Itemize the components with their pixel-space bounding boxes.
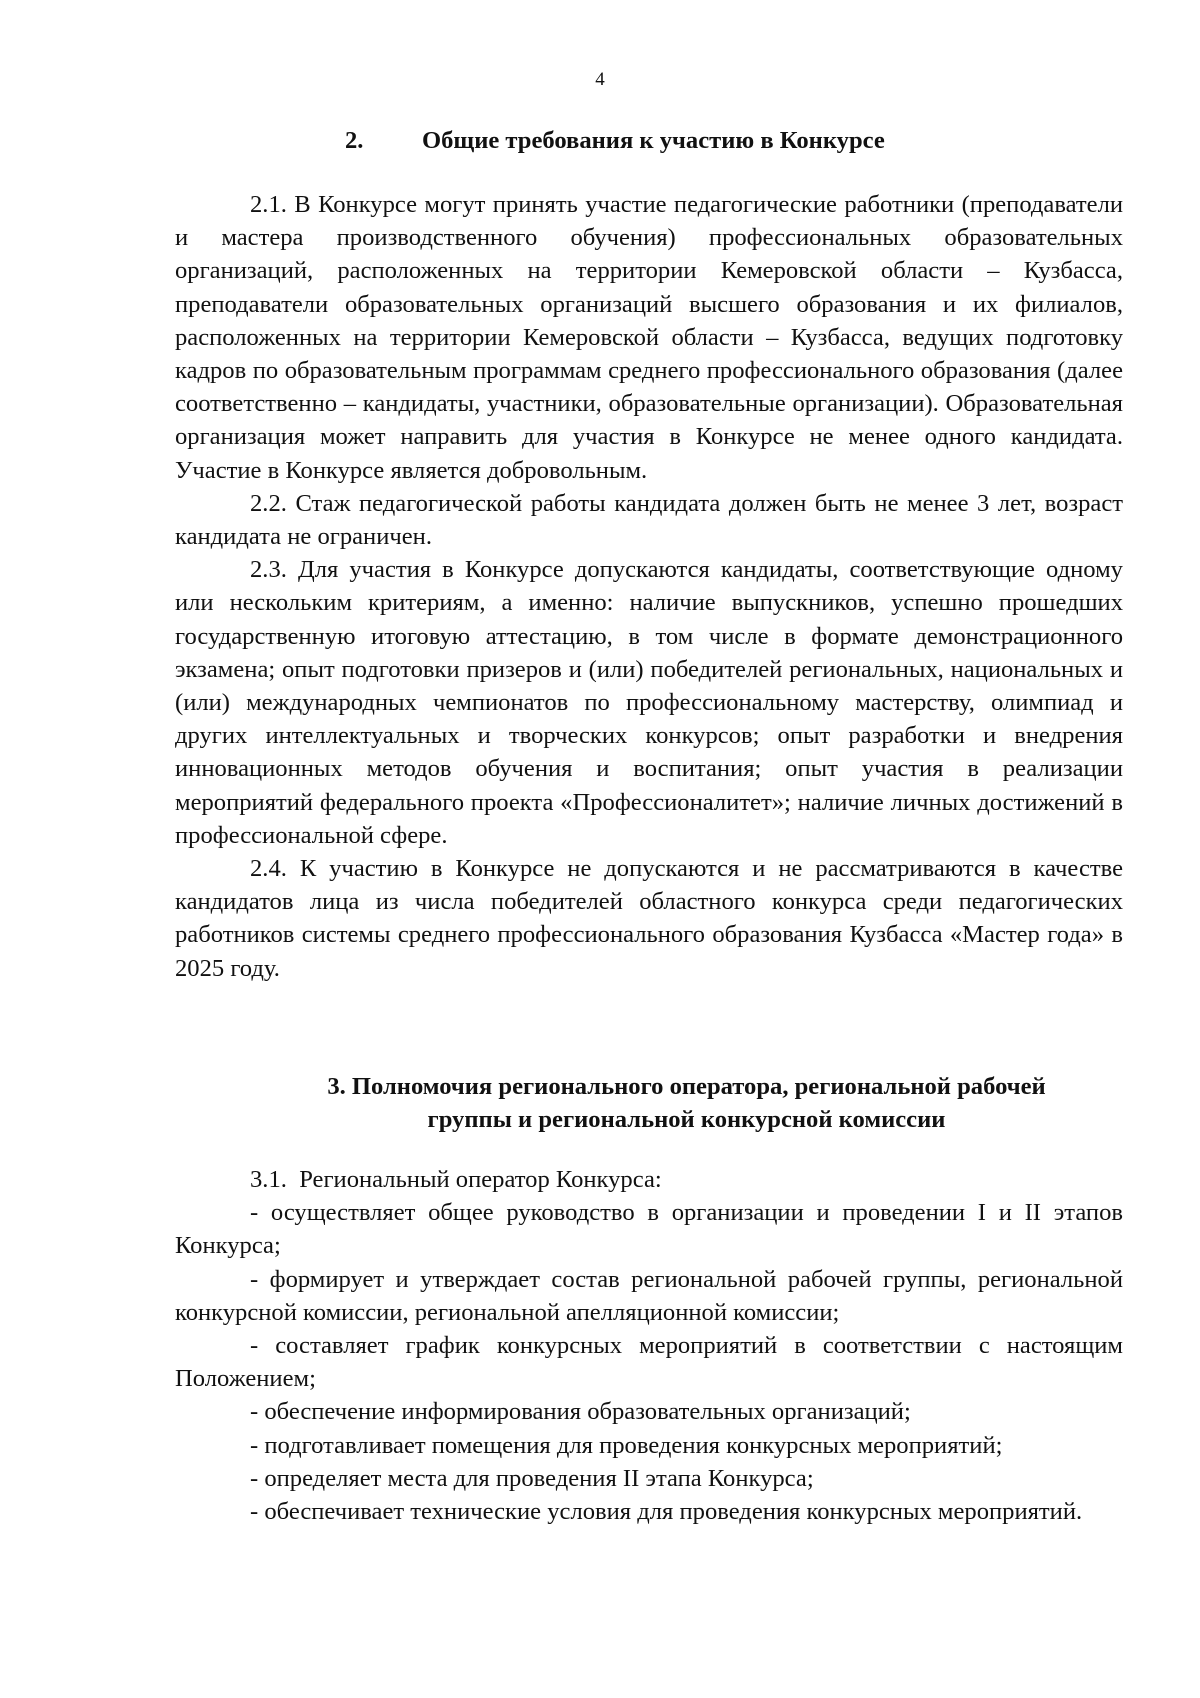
paragraph-text: В Конкурсе могут принять участие педагогические работники (преподаватели и мастера производственного обучения) профессиональных образовательных организаций, расположенных на территории Кемеровской области – Кузбасса, преподаватели образовательных организаций высшего образования и их филиалов, расположенных на территории Кемеровской области – Кузбасса, ведущих подготовку кадров по образовательным программам среднего профессионального образования (далее соответственно – кандидаты, участники, образовательные организации). Образовательная организация может направить для участия в Конкурсе не менее одного кандидата. Участие в Конкурсе является добровольным.	[175, 191, 1124, 484]
paragraph-label: 2.3.	[250, 556, 287, 584]
paragraph-text: Стаж педагогической работы кандидата должен быть не менее 3 лет, возраст кандидата не ограничен.	[175, 489, 1123, 551]
paragraph-3-1	[175, 1163, 1123, 1196]
paragraph-2-3	[175, 553, 1123, 852]
list-item: - осуществляет общее руководство в организации и проведении I и II этапов Конкурса;	[175, 1199, 1123, 1260]
section-3-title-line-2: группы и региональной конкурсной комиссии	[427, 1106, 946, 1133]
paragraph-label: 3.1.	[250, 1166, 287, 1193]
list-item: - составляет график конкурсных мероприятий в соответствии с настоящим Положением;	[175, 1332, 1123, 1393]
paragraph-2-1	[175, 188, 1123, 487]
section-3-title-line-1: 3. Полномочия регионального оператора, региональной рабочей	[327, 1073, 1046, 1100]
paragraph-text: Региональный оператор Конкурса:	[299, 1166, 662, 1193]
list-item: - формирует и утверждает состав региональной рабочей группы, региональной конкурсной комиссии, региональной апелляционной комиссии;	[175, 1265, 1123, 1326]
section-2-number: 2.	[345, 127, 364, 154]
page-number: 4	[595, 69, 605, 90]
list-item: - определяет места для проведения II этапа Конкурса;	[250, 1464, 814, 1492]
list-item: - подготавливает помещения для проведения конкурсных мероприятий;	[250, 1431, 1003, 1459]
paragraph-label: 2.4.	[250, 855, 287, 883]
paragraph-label: 2.2.	[250, 489, 287, 517]
section-2-body	[175, 188, 1123, 985]
paragraph-label: 2.1.	[250, 191, 287, 218]
section-3-body	[175, 1163, 1123, 1528]
list-item: - обеспечение информирования образовательных организаций;	[250, 1398, 911, 1426]
paragraph-2-2	[175, 487, 1123, 553]
paragraph-2-4	[175, 852, 1123, 985]
paragraph-text: Для участия в Конкурсе допускаются кандидаты, соответствующие одному или нескольким критериям, а именно: наличие выпускников, успешно прошедших государственную итоговую аттестацию, в том числе в формате демонстрационного экзамена; опыт подготовки призеров и (или) победителей региональных, национальных и (или) международных чемпионатов по профессиональному мастерству, олимпиад и других интеллектуальных и творческих конкурсов; опыт разработки и внедрения инновационных методов обучения и воспитания; опыт участия в реализации мероприятий федерального проекта «Профессионалитет»; наличие личных достижений в профессиональной сфере.	[175, 556, 1123, 849]
section-3-heading	[175, 1070, 1123, 1136]
section-2-title: Общие требования к участию в Конкурсе	[422, 127, 885, 154]
list-item: - обеспечивает технические условия для проведения конкурсных мероприятий.	[250, 1498, 1083, 1526]
paragraph-text: К участию в Конкурсе не допускаются и не рассматриваются в качестве кандидатов лица из числа победителей областного конкурса среди педагогических работников системы среднего профессионального образования Кузбасса «Мастер года» в 2025 году.	[175, 855, 1123, 982]
